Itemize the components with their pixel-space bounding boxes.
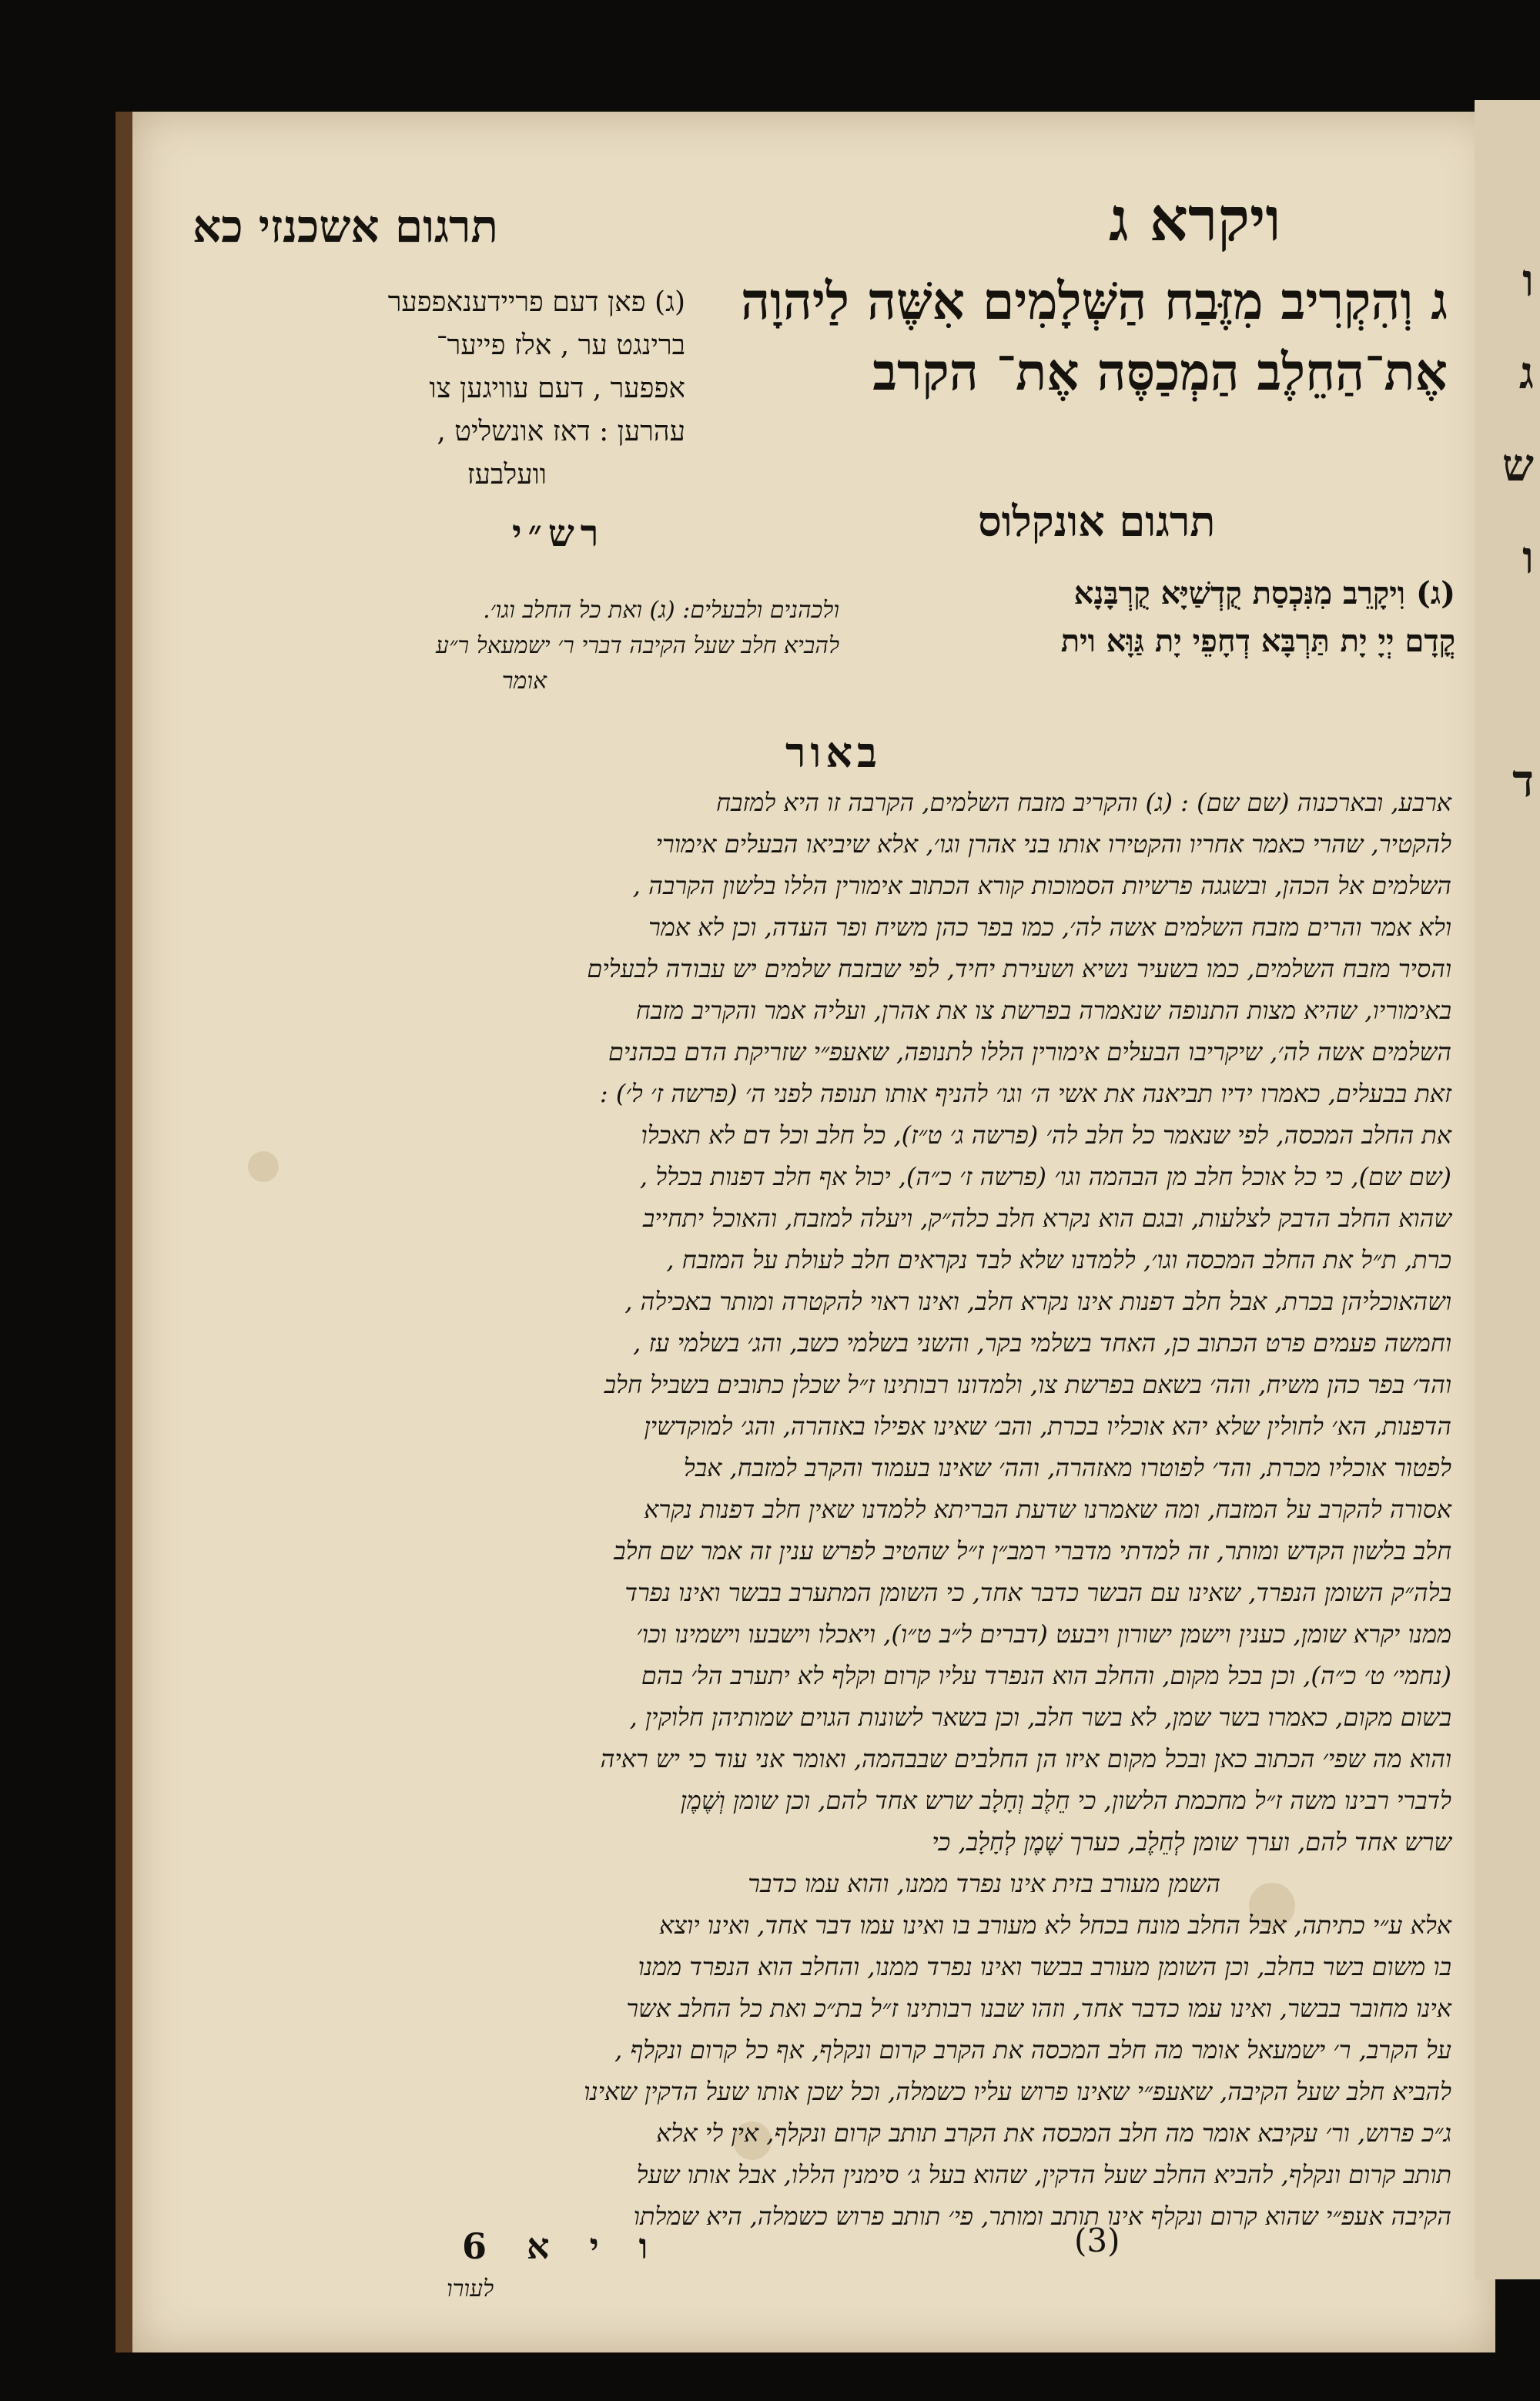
section-title-onkelos: תרגום אונקלוס [978,497,1216,546]
next-page-fragment: ג [1518,347,1534,399]
next-page-fragment: ד [1512,755,1534,807]
yiddish-line: אפפער , דעם עוויגען צו [429,373,685,404]
running-header-right: ויקרא ג [1109,185,1281,255]
section-title-rashi: רש״י [512,512,605,555]
biur-line: והוא מה שפי׳ הכתוב כאן ובכל מקום איזו הן החלבים שבבהמה, ואומר אני עוד כי יש ראיה [600,1744,1451,1773]
biur-line: השמן מעורב בזית אינו נפרד ממנו, והוא עמו כדבר [748,1869,1220,1898]
biur-line: בו משום בשר בחלב, וכן השומן מעורב בבשר ואינו נפרד ממנו, והחלב הוא הנפרד ממנו [638,1952,1451,1981]
biur-line: את החלב המכסה, לפי שנאמר כל חלב לה׳ (פרשה ג׳ ט״ז), כל חלב וכל דם לא תאכלו [641,1120,1451,1150]
yiddish-line: (ג) פאן דעם פריידענאפפער [387,286,685,318]
biur-line: אינו מחובר בבשר, ואינו עמו כדבר אחד, וזהו שבנו רבותינו ז״ל בת״כ ואת כל החלב אשר [626,1994,1451,2023]
onkelos-line: קֳדָם יְיָ יָת תַּרְבָּא דְחָפֵי יָת גַּוָּא וית [1060,623,1455,659]
signature-number: (3) [1074,2222,1120,2259]
onkelos-line: (ג) וִיקָרֵב מִנִּכְסַת קֻדְשַׁיָּא קֻרְבָּנָא [1073,575,1455,611]
biur-line: הדפנות, הא׳ לחולין שלא יהא אוכליו בכרת, והב׳ שאינו אפילו באזהרה, והג׳ למוקדשין [644,1411,1451,1441]
biur-line: שרש אחד להם, וערך שומן לְחֵלֶב, כערך שֶׁמֶן לְחָלָב, כי [932,1827,1451,1857]
biur-line: וחמשה פעמים פרט הכתוב כן, האחד בשלמי בקר, והשני בשלמי כשב, והג׳ בשלמי עז , [633,1328,1451,1358]
biur-line: השלמים אל הכהן, ובשגגה פרשיות הסמוכות קורא הכתוב אימורין הללו בלשון הקרבה , [632,871,1451,900]
biur-line: בלה״ק השומן הנפרד, שאינו עם הבשר כדבר אחד, כי השומן המתערב בבשר ואינו נפרד [624,1578,1451,1607]
biur-line: לפטור אוכליו מכרת, והד׳ לפוטרו מאזהרה, והה׳ שאינו בעמוד והקרב למזבח, אבל [683,1453,1451,1482]
biur-line: שהוא החלב הדבק לצלעות, ובגם הוא נקרא חלב כלה״ק, ויעלה למזבח, והאוכל יתחייב [642,1204,1451,1233]
biur-line: בשום מקום, כאמרו בשר שמן, לא בשר חלב, וכן בשאר לשונות הגוים שמותיהן חלוקין , [629,1703,1451,1732]
signature-mark: ו י א 6 [462,2225,662,2267]
biur-line: באימוריו, שהיא מצות התנופה שנאמרה בפרשת צו את אהרן, ועליה אמר והקריב מזבח [635,996,1451,1025]
biur-line: והסיר מזבח השלמים, כמו בשעיר נשיא ושעירת יחיד, לפי שבזבח שלמים יש עבודה לבעלים [587,954,1451,983]
biur-line: זאת בבעלים, כאמרו ידיו תביאנה את אשי ה׳ וגו׳ להניף אותו תנופה לפני ה׳ (פרשה ז׳ ל׳) : [599,1079,1451,1108]
biur-line: הקיבה אעפ״י שהוא קרום ונקלף אינו תותב ומותר, פי׳ תותב פרוש כשמלה, היא שמלתו [633,2202,1451,2231]
running-header-left: תרגום אשכנזי כא [192,200,498,253]
yiddish-line: עהרען : דאז אונשליט , [437,416,685,447]
biur-line: כרת, ת״ל את החלב המכסה וגו׳, ללמדנו שלא לבד נקראים חלב לעולת על המזבח , [666,1245,1451,1274]
scripture-verse: ג וְהִקְרִיב מִזֶּבַח הַשְּׁלָמִים אִשֶּׁה לַיהוָה אֶת־הַחֵלֶב הַמְכַסֶּה אֶת־ הקרב [740,271,1448,402]
biur-line: (שם שם), כי כל אוכל חלב מן הבהמה וגו׳ (פרשה ז׳ כ״ה), יכול אף חלב דפנות בכלל , [639,1162,1451,1191]
biur-line: ממנו יקרא שומן, כענין וישמן ישורון ויבעט (דברים ל״ב ט״ו), ויאכלו וישבעו וישמינו וכו׳ [636,1619,1451,1649]
yiddish-translation [300,281,685,497]
next-page-fragment: ו [1522,531,1534,584]
next-page-edge [1475,100,1540,2279]
biur-line: והד׳ בפר כהן משיח, והה׳ בשאם בפרשת צו, ולמדונו רבותינו ז״ל שכלן כתובים בשביל חלב [604,1370,1451,1399]
biur-line: השלמים אשה לה׳, שיקריבו הבעלים אימורין הללו לתנופה, שאעפ״י שזריקת הדם בכהנים [608,1037,1451,1067]
next-page-fragment: ו [1522,254,1534,306]
biur-line: להביא חלב שעל הקיבה, שאעפ״י שאינו פרוש עליו כשמלה, וכל שכן אותו שעל הדקין שאינו [584,2077,1451,2106]
biur-line: ושהאוכליהן בכרת, אבל חלב דפנות אינו נקרא חלב, ואינו ראוי להקטרה ומותר באכילה , [624,1287,1451,1316]
biur-line: אסורה להקרב על המזבח, ומה שאמרנו שדעת הבריתא ללמדנו שאין חלב דפנות נקרא [644,1495,1451,1524]
next-page-fragment: ש [1502,439,1534,491]
yiddish-line: ברינגט ער , אלז פייער־ [436,330,685,361]
biur-line: חלב בלשון הקדש ומותר, זה למדתי מדברי רמב״ן ז״ל שהטיב לפרש ענין זה אמר שם חלב [614,1536,1451,1566]
yiddish-line: וועלבעז [467,459,547,491]
rashi-line: ולכהנים ולבעלים: (ג) ואת כל החלב וגו׳. [483,597,839,624]
biur-line: לדברי רבינו משה ז״ל מחכמת הלשון, כי חֵלֶב וְחָלָב שרש אחד להם, וכן שומן וְשֶׁמֶן [680,1786,1451,1815]
biur-line: ג״כ פרוש, ור׳ עקיבא אומר מה חלב המכסה את הקרב תותב קרום ונקלף, אין לי אלא [656,2118,1451,2148]
section-title-biur: באור [785,728,882,777]
onkelos-text [870,570,1455,665]
biur-line: ולא אמר והרים מזבח השלמים אשה לה׳, כמו בפר כהן משיח ופר העדה, וכן לא אמר [648,913,1451,942]
biur-line: תותב קרום ונקלף, להביא החלב שעל הדקין, שהוא בעל ג׳ סימנין הללו, אבל אותו שעל [636,2160,1451,2189]
rashi-line: להביא חלב שעל הקיבה דברי ר׳ ישמעאל ר״ע [436,632,839,659]
rashi-line: אומר [501,668,547,695]
biur-line: אלא ע״י כתיתה, אבל החלב מונח בכחל לא מעורב בו ואינו עמו דבר אחד, ואינו יוצא [659,1910,1451,1940]
biur-line: (נחמי׳ ט׳ כ״ה), וכן בכל מקום, והחלב הוא הנפרד עליו קרום וקלף לא יתערב הל׳ בהם [641,1661,1451,1690]
biur-line: ארבע, ובארכנוה (שם שם) : (ג) והקריב מזבח השלמים, הקרבה זו היא למזבח [716,788,1451,817]
biur-commentary [308,782,1451,2237]
catchword: לעורו [447,2275,494,2302]
biur-line: להקטיר, שהרי כאמר אחריו והקטירו אותו בני אהרן וגו׳, אלא שיביאו הבעלים אימורי [655,829,1451,859]
rashi-text [300,593,839,699]
biur-line: על הקרב, ר׳ ישמעאל אומר מה חלב המכסה את הקרב קרום ונקלף, אף כל קרום ונקלף , [614,2035,1451,2064]
